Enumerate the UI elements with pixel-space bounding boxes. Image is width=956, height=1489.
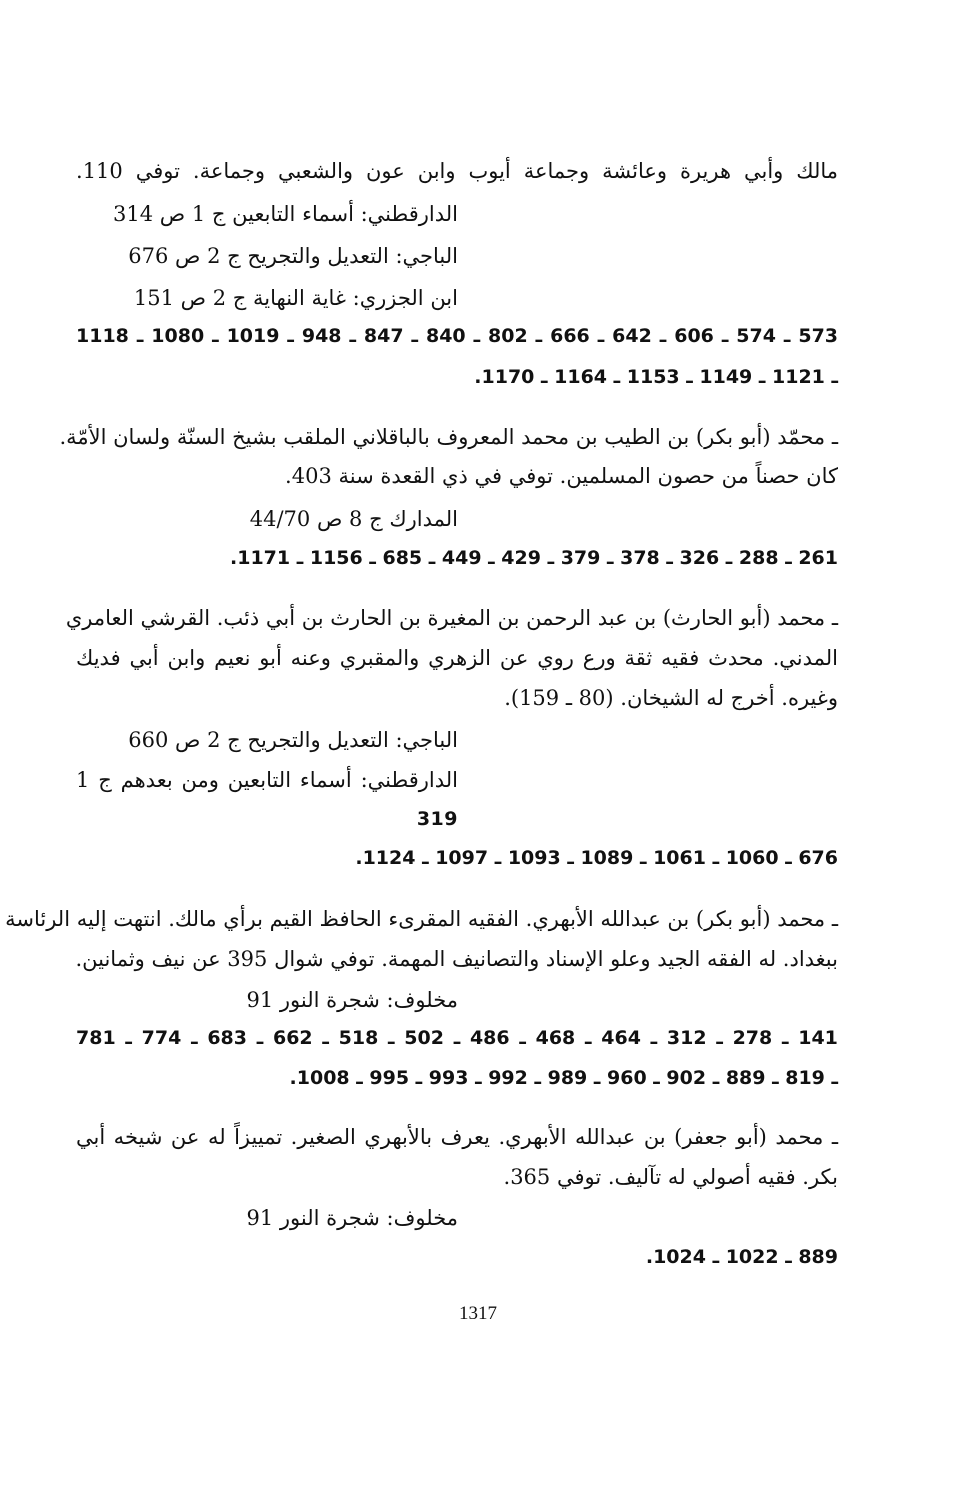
reference-line: مخلوف: شجرة النور 91 (246, 988, 458, 1012)
number-line: ـ 819 ـ 889 ـ 902 ـ 960 ـ 989 ـ 992 ـ 993 ـ 995 ـ 1008. (289, 1067, 838, 1089)
number-line: 676 ـ 1060 ـ 1061 ـ 1089 ـ 1093 ـ 1097 ـ 1124. (355, 847, 838, 869)
text-line: وغيره. أخرج له الشيخان. (80 ـ 159). (504, 686, 838, 710)
text-line: ببغداد. له الفقه الجيد وعلو الإسناد والتصانيف المهمة. توفي شوال 395 عن نيف وثمانين. (75, 947, 838, 971)
text-line: بكر. فقيه أصولي له تآليف. توفي 365. (503, 1165, 838, 1189)
number-line: 889 ـ 1022 ـ 1024. (645, 1246, 838, 1268)
text-line: المدني. محدث فقيه ثقة ورع روي عن الزهري والمقبري وعنه أبو نعيم وابن أبي فديك (76, 646, 838, 670)
reference-line: ابن الجزري: غاية النهاية ج 2 ص 151 (133, 286, 458, 310)
entry-heading: ـ محمد (أبو جعفر) بن عبدالله الأبهري. يعرف بالأبهري الصغير. تمييزاً له عن شيخه أبي (76, 1125, 838, 1149)
number-line: 141 ـ 278 ـ 312 ـ 464 ـ 468 ـ 486 ـ 502 ـ 518 ـ 662 ـ 683 ـ 774 ـ 781 (76, 1027, 838, 1049)
text-line: كان حصناً من حصون المسلمين. توفي في ذي القعدة سنة 403. (285, 464, 838, 488)
reference-line: الباجي: التعديل والتجريح ج 2 ص 660 (128, 728, 458, 752)
number-line: ـ 1121 ـ 1149 ـ 1153 ـ 1164 ـ 1170. (474, 366, 838, 388)
reference-line: الدارقطني: أسماء التابعين ومن بعدهم ج 1 (76, 768, 458, 792)
number-line: 573 ـ 574 ـ 606 ـ 642 ـ 666 ـ 802 ـ 840 ـ 847 ـ 948 ـ 1019 ـ 1080 ـ 1118 (76, 325, 839, 347)
reference-line: مخلوف: شجرة النور 91 (246, 1206, 458, 1230)
text-line: مالك وأبي هريرة وعائشة وجماعة أيوب وابن عون والشعبي وجماعة. توفي 110. (76, 159, 838, 183)
number-line: 261 ـ 288 ـ 326 ـ 378 ـ 379 ـ 429 ـ 449 ـ 685 ـ 1156 ـ 1171. (230, 547, 838, 569)
reference-line: 319 (416, 808, 458, 830)
entry-heading: ـ محمد (أبو الحارث) بن عبد الرحمن بن المغيرة بن الحارث بن أبي ذئب. القرشي العامري (65, 606, 838, 630)
entry-heading: ـ محمد (أبو بكر) بن عبدالله الأبهري. الفقيه المقرىء الحافظ القيم برأي مالك. انتهت إليه الرئاسة (5, 907, 838, 931)
entry-heading: ـ محمّد (أبو بكر) بن الطيب بن محمد المعروف بالباقلاني الملقب بشيخ السنّة ولسان الأمّة. (59, 425, 838, 449)
page-number: 1317 (459, 1303, 497, 1324)
reference-line: المدارك ج 8 ص 44/70 (249, 507, 458, 531)
reference-line: الدارقطني: أسماء التابعين ج 1 ص 314 (113, 202, 458, 226)
reference-line: الباجي: التعديل والتجريح ج 2 ص 676 (128, 244, 458, 268)
